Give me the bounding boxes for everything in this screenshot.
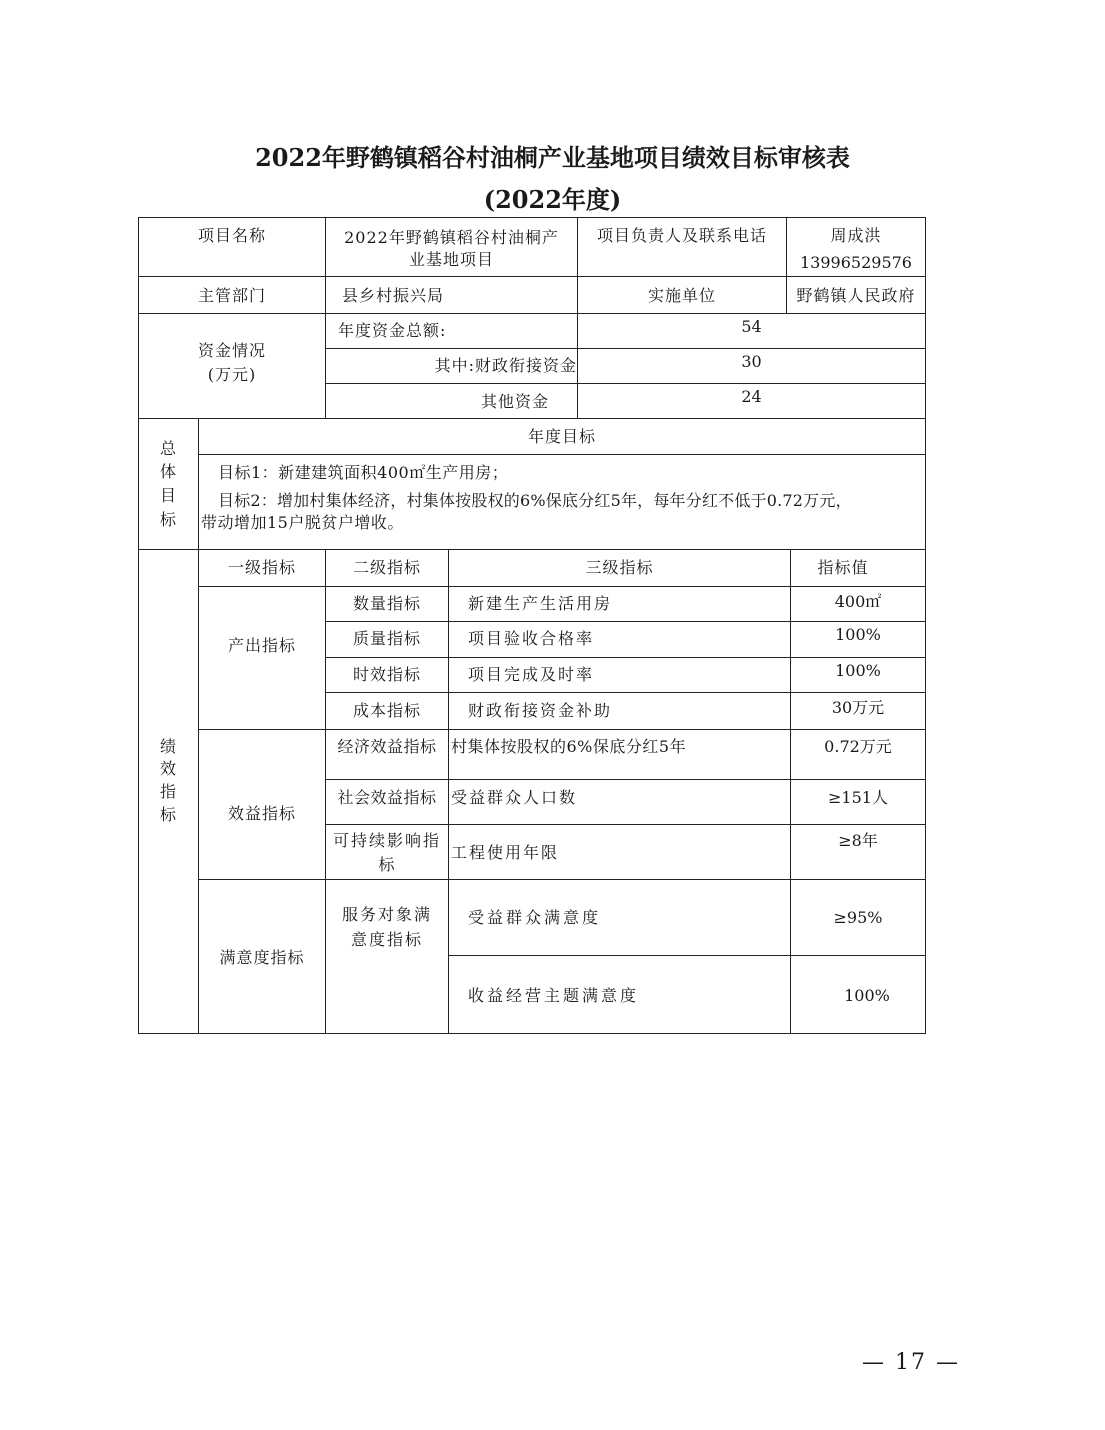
table-row-value: ≥151人	[828, 788, 888, 807]
table-row-value: 100%	[844, 986, 890, 1005]
table-row-l3: 受益群众人口数	[451, 788, 578, 807]
table-row-value: 100%	[835, 625, 881, 644]
table-row-value: 30万元	[831, 698, 885, 717]
overall-goal-2-line1: 目标2：增加村集体经济，村集体按股权的6%保底分红5年，每年分红不低于0.72万元，	[218, 491, 852, 510]
funds-fiscal-value: 30	[741, 352, 762, 371]
funds-other-label: 其他资金	[480, 392, 549, 411]
table-row-value: 0.72万元	[824, 737, 892, 756]
table-row-l2: 数量指标	[352, 594, 421, 613]
funds-total-value: 54	[741, 317, 762, 336]
perf-side-label-4: 标	[159, 805, 176, 824]
overall-goal-2-line2: 带动增加15户脱贫户增收。	[201, 513, 404, 532]
overall-side-label-4: 标	[159, 510, 176, 529]
satisfaction-indicator-label: 满意度指标	[219, 948, 305, 967]
output-indicator-label: 产出指标	[227, 636, 296, 655]
table-row-l2: 质量指标	[352, 629, 421, 648]
project-name-label: 项目名称	[197, 226, 266, 245]
document-title: 2022年野鹤镇稻谷村油桐产业基地项目绩效目标审核表	[255, 143, 850, 172]
col-header-level1: 一级指标	[227, 558, 296, 577]
table-row-l3: 财政衔接资金补助	[468, 701, 613, 720]
page-number: — 17 —	[862, 1350, 960, 1375]
impl-value: 野鹤镇人民政府	[796, 286, 916, 305]
leader-phone: 13996529576	[800, 253, 912, 272]
table-row-l2: 经济效益指标	[337, 737, 437, 756]
funds-label-line1: 资金情况	[197, 341, 266, 360]
table-row-l3: 收益经营主题满意度	[468, 986, 640, 1005]
table-row-l2: 社会效益指标	[337, 788, 437, 807]
col-header-value: 指标值	[817, 558, 869, 577]
benefit-indicator-label: 效益指标	[227, 804, 296, 823]
table-row-l3: 村集体按股权的6%保底分红5年	[451, 737, 687, 756]
table-row-l3: 新建生产生活用房	[468, 594, 613, 613]
perf-side-label-3: 指	[159, 782, 176, 801]
table-row-l2: 成本指标	[352, 701, 421, 720]
table-row-value: 100%	[835, 661, 881, 680]
funds-label-line2: (万元)	[207, 365, 257, 384]
funds-fiscal-label: 其中:财政衔接资金	[434, 356, 577, 375]
dept-value: 县乡村振兴局	[342, 286, 445, 305]
satisfaction-l2-line1: 服务对象满	[341, 905, 432, 924]
table-row-value: ≥95%	[833, 908, 883, 927]
overall-header: 年度目标	[527, 427, 596, 446]
overall-side-label-1: 总	[159, 439, 176, 458]
satisfaction-l2-line2: 意度指标	[350, 930, 423, 949]
table-row-l3: 受益群众满意度	[468, 908, 602, 927]
table-row-value: ≥8年	[838, 831, 878, 850]
table-row-l2-line2: 标	[378, 855, 396, 874]
perf-side-label-1: 绩	[159, 737, 176, 756]
leader-name: 周成洪	[830, 226, 882, 245]
table-row-value: 400㎡	[834, 592, 882, 611]
overall-goal-1: 目标1：新建建筑面积400㎡生产用房；	[218, 463, 509, 482]
overall-side-label-2: 体	[159, 462, 176, 481]
table-row-l2-line1: 可持续影响指	[332, 831, 441, 850]
table-row-l2: 时效指标	[352, 665, 421, 684]
funds-other-value: 24	[741, 387, 762, 406]
document-subtitle: (2022年度)	[483, 185, 622, 214]
funds-total-label: 年度资金总额:	[338, 321, 447, 340]
col-header-level3: 三级指标	[585, 558, 654, 577]
perf-side-label-2: 效	[159, 759, 176, 778]
leader-label: 项目负责人及联系电话	[596, 226, 767, 245]
col-header-level2: 二级指标	[352, 558, 421, 577]
project-name-value-line1: 2022年野鹤镇稻谷村油桐产	[344, 228, 559, 247]
table-row-l3: 项目完成及时率	[468, 665, 595, 684]
impl-label: 实施单位	[647, 286, 716, 305]
overall-side-label-3: 目	[159, 486, 176, 505]
dept-label: 主管部门	[197, 286, 266, 305]
project-name-value-line2: 业基地项目	[408, 250, 494, 269]
table-row-l3: 项目验收合格率	[468, 629, 595, 648]
table-row-l3: 工程使用年限	[451, 843, 560, 862]
